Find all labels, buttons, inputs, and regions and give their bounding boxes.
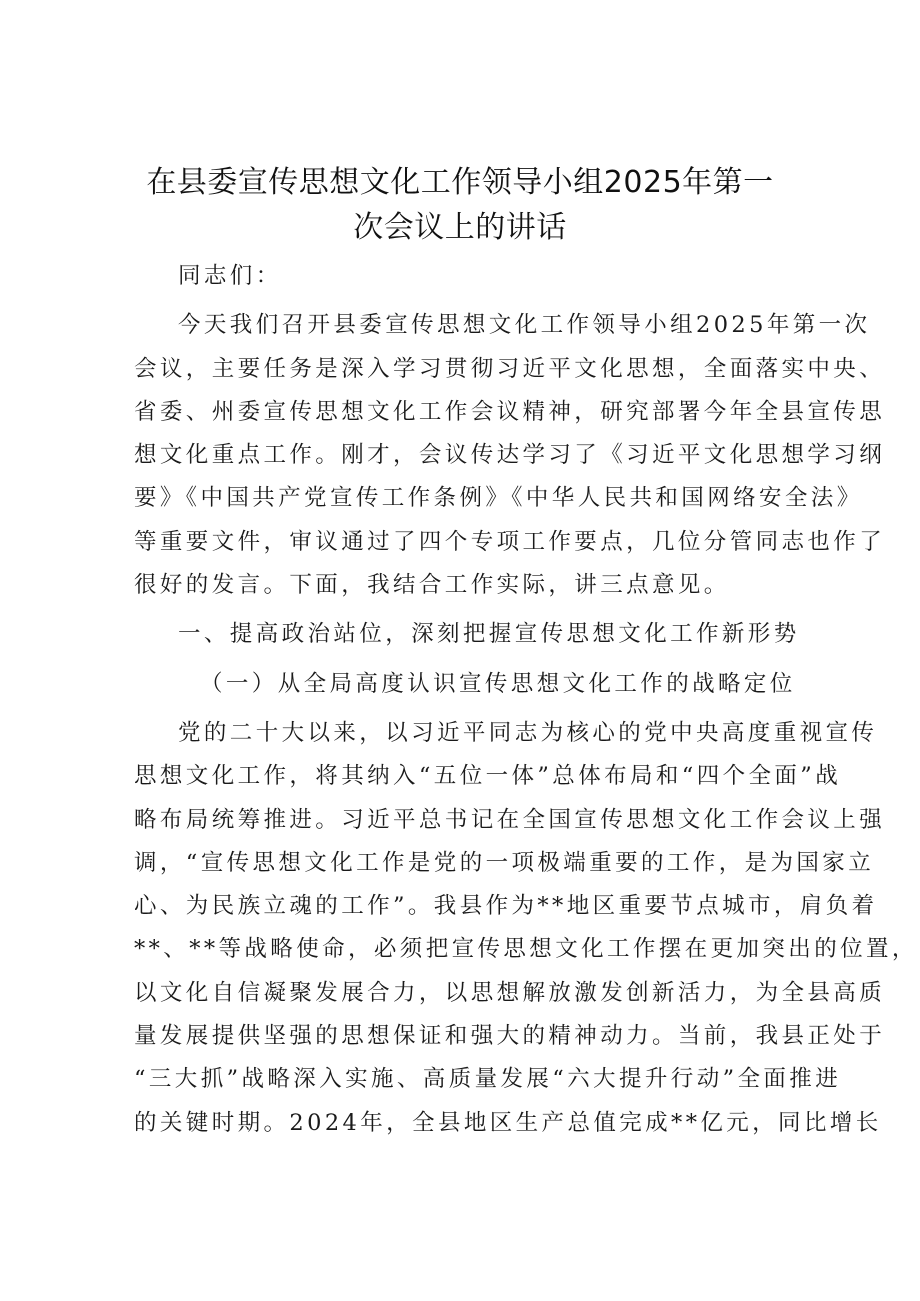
intro-line: 等重要文件，审议通过了四个专项工作要点，几位分管同志也作了	[134, 528, 886, 555]
body-line: 党的二十大以来，以习近平同志为核心的党中央高度重视宣传	[178, 719, 878, 746]
body-line: 略布局统筹推进。习近平总书记在全国宣传思想文化工作会议上强	[134, 806, 886, 833]
intro-line: 省委、州委宣传思想文化工作会议精神，研究部署今年全县宣传思	[134, 398, 886, 425]
body-paragraph	[134, 712, 918, 1145]
title-line-1: 在县委宣传思想文化工作领导小组2025年第一	[146, 165, 774, 200]
body-line: “三大抓”战略深入实施、高质量发展“六大提升行动”全面推进	[134, 1066, 842, 1093]
subsection-heading: （一）从全局高度认识宣传思想文化工作的战略定位	[200, 670, 796, 697]
body-line: 思想文化工作，将其纳入“五位一体”总体布局和“四个全面”战	[134, 763, 842, 790]
document-body	[134, 255, 918, 1145]
intro-line: 会议，主要任务是深入学习贯彻习近平文化思想，全面落实中央、	[134, 355, 886, 382]
intro-line: 要》《中国共产党宣传工作条例》《中华人民共和国网络安全法》	[134, 485, 863, 512]
intro-line: 今天我们召开县委宣传思想文化工作领导小组2025年第一次	[178, 312, 871, 339]
section-heading: 一、提高政治站位，深刻把握宣传思想文化工作新形势	[178, 621, 800, 648]
document-title	[130, 160, 790, 250]
body-line: 心、为民族立魂的工作”。我县作为**地区重要节点城市，肩负着	[134, 893, 878, 920]
body-line: 量发展提供坚强的思想保证和强大的精神动力。当前，我县正处于	[134, 1023, 886, 1050]
intro-line: 想文化重点工作。刚才，会议传达学习了《习近平文化思想学习纲	[134, 442, 886, 469]
intro-paragraph	[134, 304, 886, 607]
body-line: **、**等战略使命，必须把宣传思想文化工作摆在更加突出的位置，	[134, 936, 918, 963]
body-line: 调，“宣传思想文化工作是党的一项极端重要的工作，是为国家立	[134, 849, 875, 876]
body-line: 的关键时期。2024年，全县地区生产总值完成**亿元，同比增长	[134, 1109, 882, 1136]
intro-line: 很好的发言。下面，我结合工作实际，讲三点意见。	[134, 572, 730, 599]
salutation: 同志们：	[178, 263, 282, 289]
title-line-2: 次会议上的讲话	[353, 210, 567, 245]
body-line: 以文化自信凝聚发展合力，以思想解放激发创新活力，为全县高质	[134, 979, 886, 1006]
